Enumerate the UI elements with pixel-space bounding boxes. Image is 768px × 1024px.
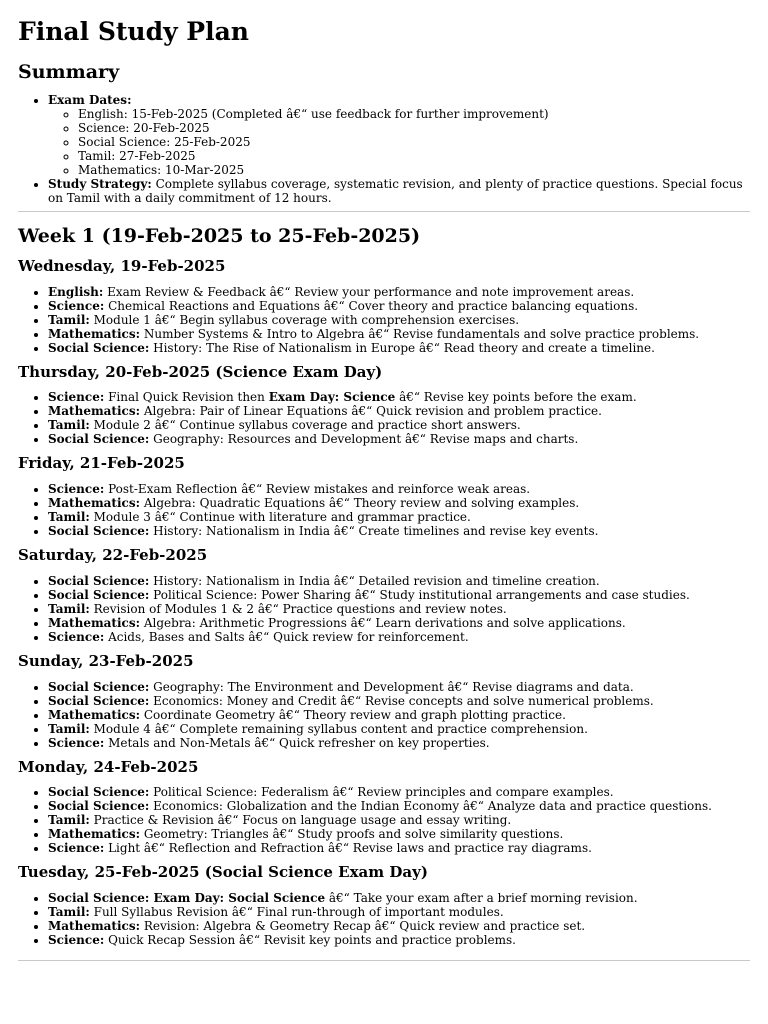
task-text: Metals and Non-Metals â€“ Quick refresher on key properties. [104, 735, 490, 750]
task-text: Acids, Bases and Salts â€“ Quick review for reinforcement. [104, 629, 469, 644]
task-text: Revision: Algebra & Geometry Recap â€“ Quick review and practice set. [140, 919, 586, 933]
task-subject: Social Science: [48, 432, 150, 447]
summary-list [18, 93, 750, 205]
week1-days [18, 257, 750, 947]
task-item [48, 496, 750, 510]
task-subject: Science: [48, 298, 105, 313]
task-subject: Social Science: [48, 785, 150, 800]
task-text: Geography: The Environment and Development â€“ Revise diagrams and data. [149, 679, 634, 694]
day-heading: Sunday, 23-Feb-2025 [18, 651, 194, 670]
day-task-list [18, 785, 750, 855]
task-item [48, 680, 750, 694]
task-item [48, 418, 750, 432]
task-text: Geography: Resources and Development â€“ Revise maps and charts. [149, 432, 579, 447]
task-item [48, 722, 750, 736]
task-item [48, 616, 750, 630]
task-text: Political Science: Power Sharing â€“ Study institutional arrangements and case studies. [149, 587, 690, 602]
task-item [48, 404, 750, 418]
task-emphasis: Exam Day: Science [268, 390, 396, 405]
task-text: Geometry: Triangles â€“ Study proofs and solve similarity questions. [140, 827, 564, 842]
task-text: â€“ Revise key points before the exam. [395, 390, 637, 405]
task-text: Module 1 â€“ Begin syllabus coverage with comprehension exercises. [89, 312, 520, 327]
task-item [48, 574, 750, 588]
task-text: Post-Exam Reflection â€“ Review mistakes and reinforce weak areas. [104, 482, 531, 496]
exam-dates-list [48, 107, 750, 177]
task-subject: Science: [48, 933, 105, 947]
day-task-list [18, 482, 750, 538]
task-text: Module 3 â€“ Continue with literature and grammar practice. [89, 510, 471, 524]
task-item [48, 510, 750, 524]
task-subject: Tamil: [48, 601, 90, 616]
task-subject: Mathematics: [48, 827, 141, 842]
task-item [48, 630, 750, 644]
task-text: Exam Review & Feedback â€“ Review your performance and note improvement areas. [103, 284, 635, 299]
exam-date-item: ◦ Mathematics: 10-Mar-2025 [78, 163, 750, 177]
task-item [48, 841, 750, 855]
task-text: Full Syllabus Revision â€“ Final run-through of important modules. [89, 905, 504, 919]
task-item [48, 933, 750, 947]
task-item [48, 299, 750, 313]
task-subject: Science: [48, 629, 105, 644]
task-text: Algebra: Pair of Linear Equations â€“ Quick revision and problem practice. [140, 404, 602, 419]
task-item [48, 482, 750, 496]
exam-date-item: ◦ Social Science: 25-Feb-2025 [78, 135, 750, 149]
task-subject: Social Science: Exam Day: Social Science [48, 891, 326, 905]
day-task-list [18, 574, 750, 644]
day-heading: Monday, 24-Feb-2025 [18, 757, 199, 776]
task-text: Light â€“ Reflection and Refraction â€“ Revise laws and practice ray diagrams. [104, 841, 592, 856]
task-text: History: Nationalism in India â€“ Create timelines and revise key events. [149, 524, 599, 538]
day-heading: Friday, 21-Feb-2025 [18, 454, 185, 473]
task-item [48, 813, 750, 827]
task-item [48, 524, 750, 538]
task-subject: Mathematics: [48, 496, 141, 510]
task-item [48, 313, 750, 327]
task-text: Module 2 â€“ Continue syllabus coverage and practice short answers. [89, 418, 521, 433]
page-title: Final Study Plan [18, 17, 249, 46]
task-subject: Science: [48, 841, 105, 856]
task-item [48, 736, 750, 750]
task-item [48, 785, 750, 799]
task-item [48, 708, 750, 722]
task-item [48, 919, 750, 933]
task-text: Algebra: Quadratic Equations â€“ Theory review and solving examples. [140, 496, 580, 510]
exam-date-item: ◦ Science: 20-Feb-2025 [78, 121, 750, 135]
task-subject: Social Science: [48, 679, 150, 694]
day-task-list [18, 891, 750, 947]
task-text: Algebra: Arithmetic Progressions â€“ Learn derivations and solve applications. [140, 615, 626, 630]
task-text: Final Quick Revision then [104, 390, 269, 405]
task-text: Political Science: Federalism â€“ Review principles and compare examples. [149, 785, 614, 800]
task-text: Revision of Modules 1 & 2 â€“ Practice questions and review notes. [89, 601, 507, 616]
task-subject: Social Science: [48, 524, 150, 538]
task-item [48, 390, 750, 404]
day-heading: Wednesday, 19-Feb-2025 [18, 256, 226, 275]
task-subject: Science: [48, 482, 105, 496]
task-text: Module 4 â€“ Complete remaining syllabus content and practice comprehension. [89, 721, 588, 736]
week-heading: Week 1 (19-Feb-2025 to 25-Feb-2025) [18, 225, 421, 247]
task-subject: Science: [48, 735, 105, 750]
task-subject: Tamil: [48, 905, 90, 919]
task-subject: Tamil: [48, 418, 90, 433]
task-item [48, 432, 750, 446]
study-strategy-label: Study Strategy: [48, 177, 152, 191]
task-subject: Mathematics: [48, 707, 141, 722]
task-subject: Social Science: [48, 573, 150, 588]
task-item [48, 285, 750, 299]
task-subject: Tamil: [48, 721, 90, 736]
task-text: Number Systems & Intro to Algebra â€“ Revise fundamentals and solve practice problems. [140, 326, 700, 341]
section-divider [18, 960, 750, 961]
task-subject: Tamil: [48, 510, 90, 524]
day-task-list [18, 285, 750, 355]
task-item [48, 602, 750, 616]
task-text: Practice & Revision â€“ Focus on language usage and essay writing. [89, 813, 512, 828]
day-heading: Tuesday, 25-Feb-2025 (Social Science Exam Day) [18, 863, 428, 882]
section-divider [18, 211, 750, 212]
exam-dates-label: Exam Dates: [48, 93, 132, 107]
task-item [48, 905, 750, 919]
task-item [48, 327, 750, 341]
task-subject: Social Science: [48, 693, 150, 708]
task-item [48, 588, 750, 602]
study-strategy-item [48, 177, 750, 205]
task-text: Chemical Reactions and Equations â€“ Cover theory and practice balancing equations. [104, 298, 639, 313]
exam-dates-item [48, 93, 750, 177]
day-task-list [18, 680, 750, 750]
task-subject: Mathematics: [48, 919, 141, 933]
task-subject: Mathematics: [48, 326, 141, 341]
task-subject: Science: [48, 390, 105, 405]
task-item [48, 891, 750, 905]
day-task-list [18, 390, 750, 446]
task-subject: Mathematics: [48, 615, 141, 630]
study-strategy-text: Complete syllabus coverage, systematic revision, and plenty of practice questions. Special focus on Tamil with a daily commitment of 12 hours. [48, 177, 743, 205]
task-text: Economics: Money and Credit â€“ Revise concepts and solve numerical problems. [149, 693, 654, 708]
task-item [48, 827, 750, 841]
task-item [48, 694, 750, 708]
task-text: Quick Recap Session â€“ Revisit key points and practice problems. [104, 933, 516, 947]
task-subject: Mathematics: [48, 404, 141, 419]
task-text: History: The Rise of Nationalism in Europe â€“ Read theory and create a timeline. [149, 340, 655, 355]
day-heading: Saturday, 22-Feb-2025 [18, 546, 208, 564]
exam-date-item: ◦ English: 15-Feb-2025 (Completed â€“ use feedback for further improvement) [78, 107, 750, 121]
task-item [48, 341, 750, 355]
task-text: Coordinate Geometry â€“ Theory review and graph plotting practice. [140, 707, 566, 722]
summary-heading: Summary [18, 61, 120, 84]
task-subject: Social Science: [48, 587, 150, 602]
day-heading: Thursday, 20-Feb-2025 (Science Exam Day) [18, 362, 383, 381]
task-subject: Tamil: [48, 813, 90, 828]
task-subject: Tamil: [48, 312, 90, 327]
task-text: â€“ Take your exam after a brief morning revision. [325, 891, 638, 905]
task-subject: Social Science: [48, 799, 150, 814]
exam-date-item: ◦ Tamil: 27-Feb-2025 [78, 149, 750, 163]
task-subject: Social Science: [48, 340, 150, 355]
task-item [48, 799, 750, 813]
task-text: History: Nationalism in India â€“ Detailed revision and timeline creation. [149, 573, 600, 588]
task-text: Economics: Globalization and the Indian Economy â€“ Analyze data and practice questions. [149, 799, 712, 814]
task-subject: English: [48, 284, 104, 299]
